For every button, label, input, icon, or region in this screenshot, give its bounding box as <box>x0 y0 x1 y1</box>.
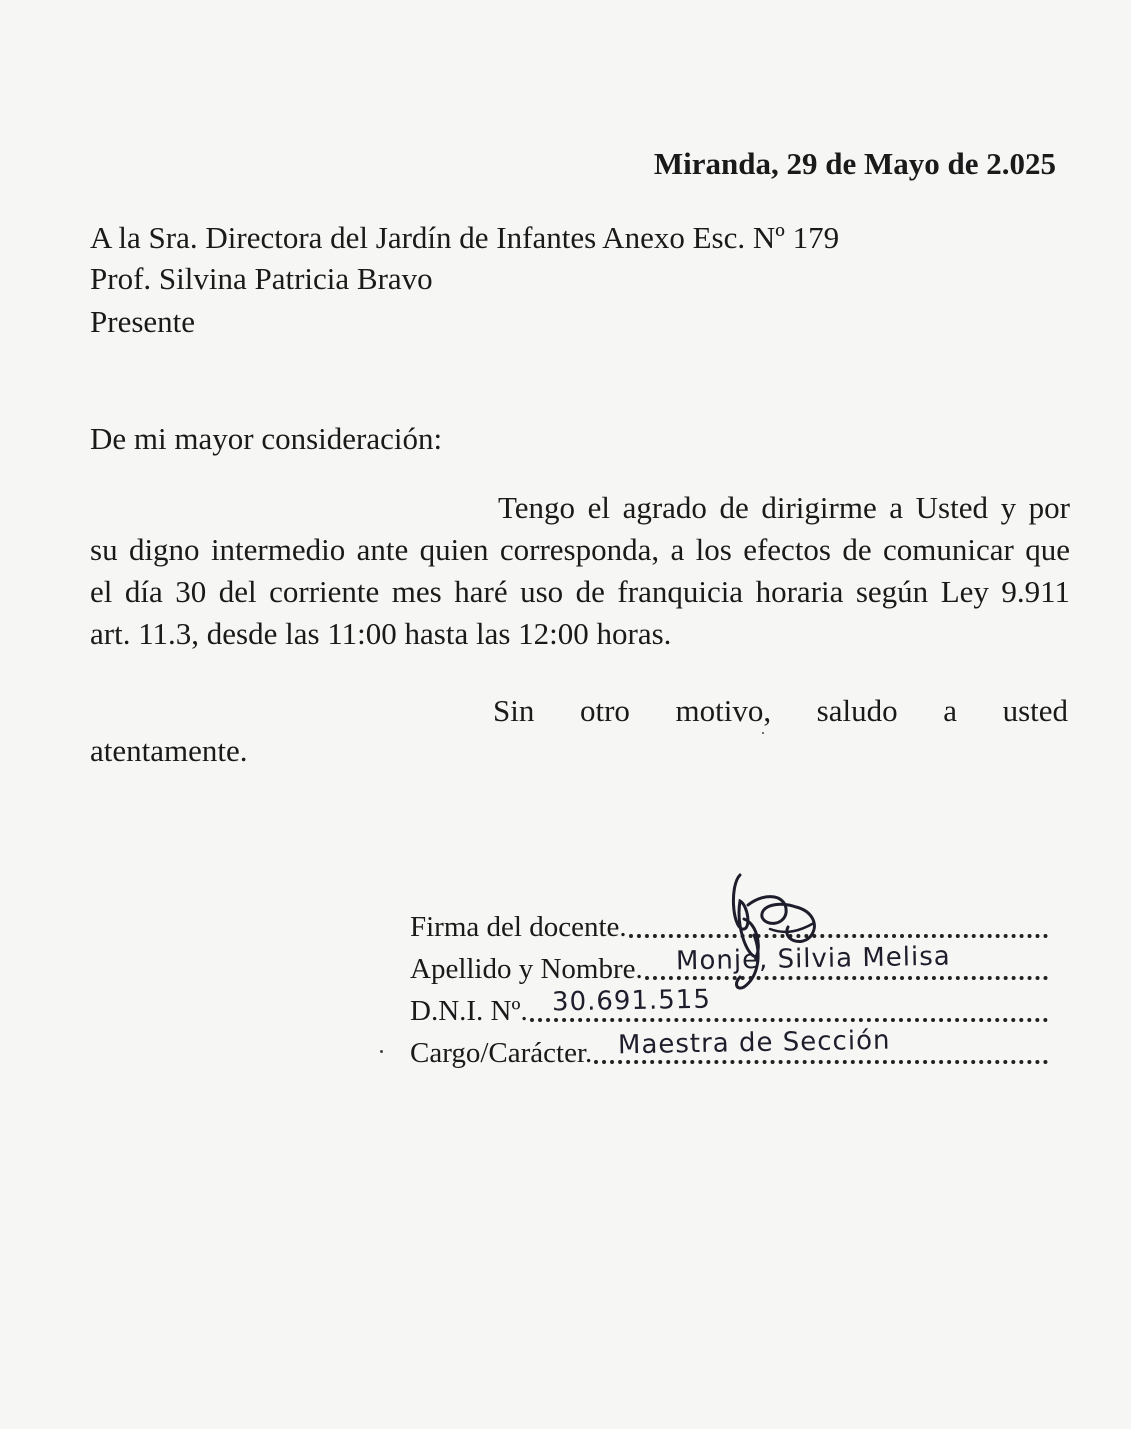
closing-word: Sin <box>493 693 535 728</box>
dni-row <box>410 992 1050 1028</box>
cargo-label: Cargo/Carácter. <box>410 1037 593 1069</box>
cargo-handwritten: Maestra de Sección <box>617 1025 891 1061</box>
closing-end: atentamente. <box>90 733 248 768</box>
apellido-handwritten: Monje, Silvia Melisa <box>675 941 951 977</box>
paper-speck <box>380 1050 383 1053</box>
dotted-line <box>645 976 1048 980</box>
closing-word: a <box>943 693 957 728</box>
recipient-line-3: Presente <box>90 304 196 339</box>
dni-label: D.N.I. Nº. <box>410 995 528 1027</box>
signature-scrawl <box>726 865 836 995</box>
recipient-line-1: A la Sra. Directora del Jardín de Infantes Anexo Esc. Nº 179 <box>90 220 840 255</box>
firma-label: Firma del docente. <box>410 911 627 943</box>
body-line: el día 30 del corriente mes haré uso de franquicia horaria según Ley 9.911 <box>90 574 1070 609</box>
closing-word: otro <box>579 693 630 728</box>
paper-speck <box>762 732 764 734</box>
closing-word: usted <box>1002 693 1068 728</box>
body-line: Tengo el agrado de dirigirme a Usted y por <box>498 490 1070 525</box>
salutation: De mi mayor consideración: <box>90 421 443 456</box>
dotted-line <box>629 934 1048 938</box>
closing-line <box>493 693 1068 729</box>
dotted-line <box>594 1060 1048 1064</box>
closing-word: motivo, <box>675 693 772 728</box>
recipient-line-2: Prof. Silvina Patricia Bravo <box>90 261 433 296</box>
apellido-label: Apellido y Nombre. <box>410 953 643 985</box>
date-line: Miranda, 29 de Mayo de 2.025 <box>653 146 1056 181</box>
closing-word: saludo <box>816 693 898 728</box>
dotted-line <box>530 1018 1048 1022</box>
body-line: art. 11.3, desde las 11:00 hasta las 12:00 horas. <box>90 616 672 651</box>
dni-handwritten: 30.691.515 <box>551 984 712 1018</box>
body-line: su digno intermedio ante quien corresponda, a los efectos de comunicar que <box>90 532 1070 567</box>
